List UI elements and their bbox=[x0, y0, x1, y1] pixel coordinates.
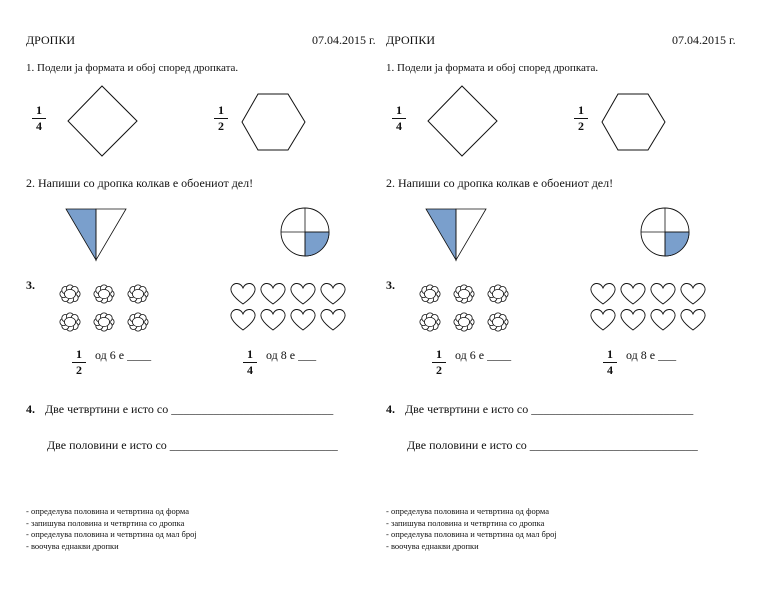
task-1-instruction: 1. Подели ја формата и обој според дропката. bbox=[386, 62, 599, 74]
task-3b-text[interactable]: од 8 е ___ bbox=[266, 348, 317, 362]
fraction-numerator: 1 bbox=[578, 103, 584, 117]
heart-icon bbox=[261, 284, 285, 304]
worksheet-title: ДРОПКИ bbox=[386, 33, 436, 47]
heart-icon bbox=[651, 310, 675, 330]
fraction-denominator: 4 bbox=[607, 363, 613, 377]
flower-icon bbox=[60, 313, 80, 331]
shaded-part bbox=[426, 209, 456, 260]
heart-icon bbox=[591, 284, 615, 304]
hearts-group-icon bbox=[588, 280, 718, 336]
fraction-denominator: 4 bbox=[247, 363, 253, 377]
fraction-denominator: 2 bbox=[436, 363, 442, 377]
task-2-instruction: 2. Напиши со дропка колкав е обоениот дел! bbox=[26, 176, 254, 190]
task-3-label: 3. bbox=[26, 278, 35, 292]
fraction-one-half bbox=[432, 348, 446, 377]
task-4-row-1[interactable] bbox=[386, 402, 693, 417]
shaded-part bbox=[66, 209, 96, 260]
diamond-shape[interactable] bbox=[66, 84, 146, 164]
flower-icon bbox=[128, 285, 148, 303]
shaded-part bbox=[305, 232, 329, 256]
heart-icon bbox=[231, 284, 255, 304]
flowers-group-icon bbox=[54, 280, 164, 336]
task-3-label: 3. bbox=[386, 278, 395, 292]
task-4-line-1: Две четвртини е исто со ___________________________ bbox=[45, 402, 334, 416]
objective-item: - определува половина и четвртина од мал број bbox=[26, 529, 197, 539]
objective-item: - запишува половина и четвртина со дропка bbox=[386, 517, 545, 528]
flower-icon bbox=[128, 313, 148, 331]
worksheet-left bbox=[0, 0, 376, 594]
task-4-label: 4. bbox=[386, 402, 395, 416]
triangle-shaded-half-icon bbox=[64, 208, 134, 268]
task-4-line-1: Две четвртини е исто со ___________________________ bbox=[405, 402, 694, 416]
hexagon-shape[interactable] bbox=[240, 92, 320, 162]
flower-icon bbox=[420, 285, 440, 303]
learning-objectives bbox=[386, 506, 557, 552]
hexagon-shape[interactable] bbox=[600, 92, 680, 162]
fraction-numerator: 1 bbox=[76, 347, 82, 361]
flower-icon bbox=[454, 313, 474, 331]
flower-icon bbox=[488, 313, 508, 331]
fraction-numerator: 1 bbox=[247, 347, 253, 361]
heart-icon bbox=[321, 310, 345, 330]
fraction-numerator: 1 bbox=[36, 103, 42, 117]
worksheet-date: 07.04.2015 г. bbox=[312, 33, 376, 47]
fraction-numerator: 1 bbox=[436, 347, 442, 361]
fraction-one-quarter bbox=[603, 348, 617, 377]
fraction-denominator: 4 bbox=[396, 119, 402, 133]
objective-item: - воочува еднакви дропки bbox=[386, 540, 479, 551]
task-2-instruction: 2. Напиши со дропка колкав е обоениот дел! bbox=[386, 176, 614, 190]
objective-item: - определува половина и четвртина од мал број bbox=[386, 529, 557, 539]
shaded-part bbox=[665, 232, 689, 256]
fraction-numerator: 1 bbox=[218, 103, 224, 117]
flower-icon bbox=[94, 313, 114, 331]
objective-item: - определува половина и четвртина од форма bbox=[386, 506, 549, 516]
heart-icon bbox=[291, 284, 315, 304]
fraction-one-quarter bbox=[32, 104, 46, 133]
triangle-shaded-half-icon bbox=[424, 208, 494, 268]
fraction-one-half bbox=[214, 104, 228, 133]
heart-icon bbox=[681, 310, 705, 330]
fraction-denominator: 2 bbox=[218, 119, 224, 133]
circle-shaded-quarter-icon bbox=[640, 208, 700, 268]
learning-objectives bbox=[26, 506, 197, 552]
heart-icon bbox=[681, 284, 705, 304]
task-4-label: 4. bbox=[26, 402, 35, 416]
heart-icon bbox=[231, 310, 255, 330]
heart-icon bbox=[621, 310, 645, 330]
heart-icon bbox=[321, 284, 345, 304]
fraction-denominator: 4 bbox=[36, 119, 42, 133]
flower-icon bbox=[488, 285, 508, 303]
task-3a-text[interactable]: од 6 е ____ bbox=[455, 348, 512, 362]
fraction-one-quarter bbox=[243, 348, 257, 377]
fraction-denominator: 2 bbox=[76, 363, 82, 377]
objective-item: - воочува еднакви дропки bbox=[26, 540, 119, 551]
fraction-one-quarter bbox=[392, 104, 406, 133]
hearts-group-icon bbox=[228, 280, 358, 336]
task-4-line-2[interactable]: Две половини е исто со ____________________________ bbox=[407, 438, 698, 452]
flower-icon bbox=[60, 285, 80, 303]
objective-item: - запишува половина и четвртина со дропка bbox=[26, 517, 185, 528]
flower-icon bbox=[420, 313, 440, 331]
fraction-numerator: 1 bbox=[607, 347, 613, 361]
task-1-instruction: 1. Подели ја формата и обој според дропката. bbox=[26, 62, 239, 74]
heart-icon bbox=[261, 310, 285, 330]
heart-icon bbox=[651, 284, 675, 304]
fraction-one-half bbox=[72, 348, 86, 377]
diamond-shape[interactable] bbox=[426, 84, 506, 164]
heart-icon bbox=[291, 310, 315, 330]
worksheet-right bbox=[360, 0, 736, 594]
fraction-one-half bbox=[574, 104, 588, 133]
fraction-numerator: 1 bbox=[396, 103, 402, 117]
task-4-line-2[interactable]: Две половини е исто со ____________________________ bbox=[47, 438, 338, 452]
circle-shaded-quarter-icon bbox=[280, 208, 340, 268]
flowers-group-icon bbox=[414, 280, 524, 336]
heart-icon bbox=[621, 284, 645, 304]
flower-icon bbox=[94, 285, 114, 303]
task-3b-text[interactable]: од 8 е ___ bbox=[626, 348, 677, 362]
worksheet-title: ДРОПКИ bbox=[26, 33, 76, 47]
flower-icon bbox=[454, 285, 474, 303]
objective-item: - определува половина и четвртина од форма bbox=[26, 506, 189, 516]
worksheet-date: 07.04.2015 г. bbox=[672, 33, 736, 47]
task-4-row-1[interactable] bbox=[26, 402, 333, 417]
task-3a-text[interactable]: од 6 е ____ bbox=[95, 348, 152, 362]
heart-icon bbox=[591, 310, 615, 330]
fraction-denominator: 2 bbox=[578, 119, 584, 133]
